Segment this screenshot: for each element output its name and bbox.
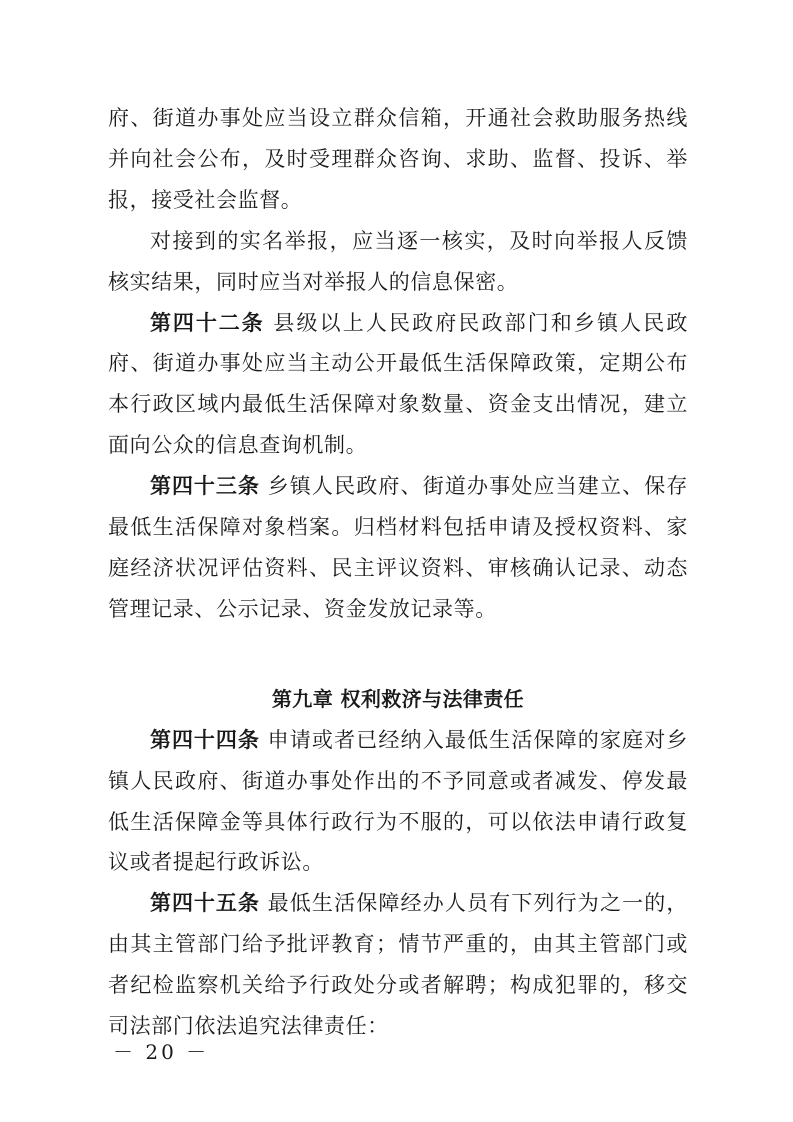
article-text: 县级以上人民政府民政部门和乡镇人民政府、街道办事处应当主动公开最低生活保障政策，定期公布本行政区域内最低生活保障对象数量、资金支出情况，建立面向公众的信息查询机制。 xyxy=(108,310,688,458)
article-number: 第四十五条 xyxy=(150,891,260,916)
article-43 xyxy=(108,466,688,630)
article-number: 第四十三条 xyxy=(150,474,260,499)
page-number: － 20 － xyxy=(113,1040,210,1064)
article-text: 申请或者已经纳入最低生活保障的家庭对乡镇人民政府、街道办事处作出的不予同意或者减发、停发最低生活保障金等具体行政行为不服的，可以依法申请行政复议或者提起行政诉讼。 xyxy=(108,727,689,875)
document-body xyxy=(108,98,688,1047)
article-number: 第四十四条 xyxy=(150,727,260,752)
article-text: 乡镇人民政府、街道办事处应当建立、保存最低生活保障对象档案。归档材料包括申请及授权资料、家庭经济状况评估资料、民主评议资料、审核确认记录、动态管理记录、公示记录、资金发放记录等。 xyxy=(108,474,689,621)
paragraph-text: 对接到的实名举报，应当逐一核实，及时向举报人反馈核实结果，同时应当对举报人的信息保密。 xyxy=(108,228,688,294)
article-45 xyxy=(108,883,688,1047)
article-44 xyxy=(108,720,688,884)
chapter-heading: 第九章 权利救济与法律责任 xyxy=(271,686,525,711)
article-number: 第四十二条 xyxy=(150,310,265,335)
article-42 xyxy=(108,303,688,467)
paragraph-real-name-report xyxy=(108,221,688,303)
article-text: 最低生活保障经办人员有下列行为之一的，由其主管部门给予批评教育；情节严重的，由其主管部门或者纪检监察机关给予行政处分或者解聘；构成犯罪的，移交司法部门依法追究法律责任： xyxy=(108,891,689,1039)
paragraph-text: 府、街道办事处应当设立群众信箱，开通社会救助服务热线并向社会公布，及时受理群众咨询、求助、监督、投诉、举报，接受社会监督。 xyxy=(108,106,688,212)
paragraph-continuation xyxy=(108,98,688,221)
